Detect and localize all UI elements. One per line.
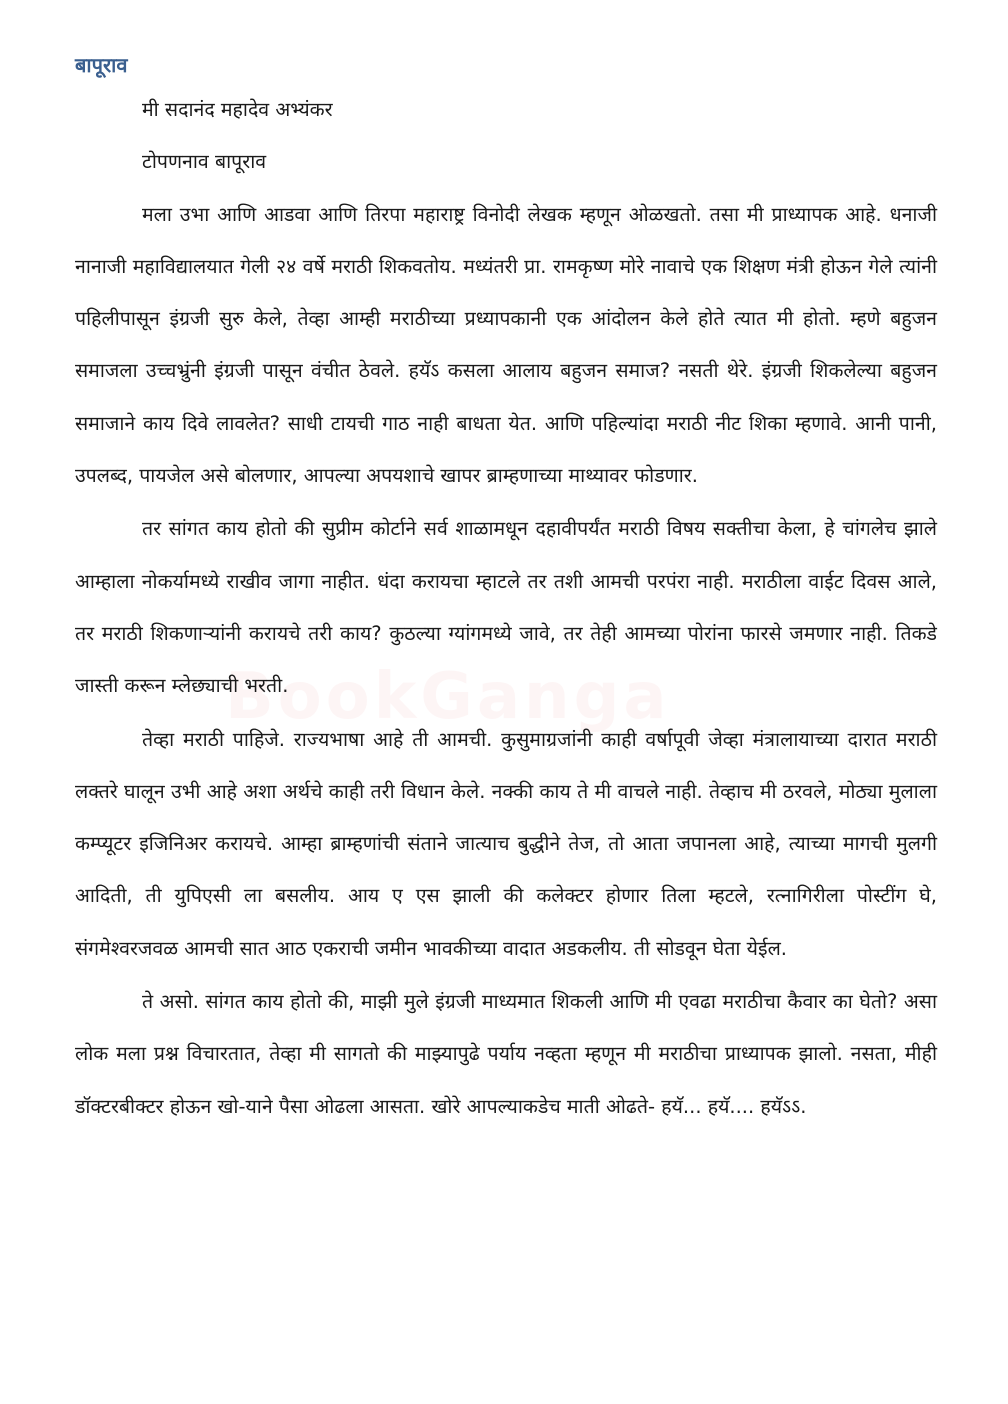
document-title: बापूराव [75, 53, 128, 77]
author-name-line: मी सदानंद महादेव अभ्यंकर [142, 98, 333, 121]
pen-name-line: टोपणनाव बापूराव [142, 150, 267, 174]
paragraph-4: ते असो. सांगत काय होतो की, माझी मुले इंग्रजी माध्यमात शिकली आणि मी एवढा मराठीचा कैवार का घेतो? असा लोक मला प्रश्न विचारतात, तेव्हा मी सागतो की माझ्यापुढे पर्याय नव्हता म्हणून मी मराठीचा प्राध्यापक झालो. नसता, मीही डॉक्टरबीक्टर होऊन खो-याने पैसा ओढला आसता. खोरे आपल्याकडेच माती ओढते- हयॅ... हयॅ.... हयॅऽऽ. [75, 990, 937, 1118]
watermark: BookGanga [225, 660, 671, 734]
paragraph-1: मला उभा आणि आडवा आणि तिरपा महाराष्ट्र विनोदी लेखक म्हणून ओळखतो. तसा मी प्राध्यापक आहे. धनाजी नानाजी महाविद्यालयात गेली २४ वर्षे मराठी शिकवतोय. मध्यंतरी प्रा. रामकृष्ण मोरे नावाचे एक शिक्षण मंत्री होऊन गेले त्यांनी पहिलीपासून इंग्रजी सुरु केले, तेव्हा आम्ही मराठीच्या प्रध्यापकानी एक आंदोलन केले होते त्यात मी होतो. म्हणे बहुजन समाजला उच्चभ्रुंनी इंग्रजी पासून वंचीत ठेवले. हयॅऽ कसला आलाय बहुजन समाज? नसती थेरे. इंग्रजी शिकलेल्या बहुजन समाजाने काय दिवे लावलेत? साधी टायची गाठ नाही बाधता येत. आणि पहिल्यांदा मराठी नीट शिका म्हणावे. आनी पानी, उपलब्द, पायजेल असे बोलणार, आपल्या अपयशाचे खापर ब्राम्हणाच्या माथ्यावर फोडणार. [75, 202, 937, 488]
paragraph-3: तेव्हा मराठी पाहिजे. राज्यभाषा आहे ती आमची. कुसुमाग्रजांनी काही वर्षापूवी जेव्हा मंत्रालायाच्या दारात मराठी लक्तरे घालून उभी आहे अशा अर्थचे काही तरी विधान केले. नक्की काय ते मी वाचले नाही. तेव्हाच मी ठरवले, मोठ्या मुलाला कम्प्यूटर इजिनिअर करायचे. आम्हा ब्राम्हणांची संताने जात्याच बुद्धीने तेज, तो आता जपानला आहे, त्याच्या मागची मुलगी आदिती, ती युपिएसी ला बसलीय. आय ए एस झाली की कलेक्टर होणार तिला म्हटले, रत्नागिरीला पोस्टींग घे, संगमेश्वरजवळ आमची सात आठ एकराची जमीन भावकीच्या वादात अडकलीय. ती सोडवून घेता येईल. [75, 727, 937, 960]
paragraph-2: तर सांगत काय होतो की सुप्रीम कोर्टाने सर्व शाळामधून दहावीपर्यंत मराठी विषय सक्तीचा केला, हे चांगलेच झाले आम्हाला नोकर्यामध्ये राखीव जागा नाहीत. धंदा करायचा म्हाटले तर तशी आमची परपंरा नाही. मराठीला वाईट दिवस आले, तर मराठी शिकणाऱ्यांनी करायचे तरी काय? कुठल्या ग्यांगमध्ये जावे, तर तेही आमच्या पोरांना फारसे जमणार नाही. तिकडे जास्ती करून म्लेछ्याची भरती. [75, 517, 937, 698]
document-page [75, 48, 937, 1134]
